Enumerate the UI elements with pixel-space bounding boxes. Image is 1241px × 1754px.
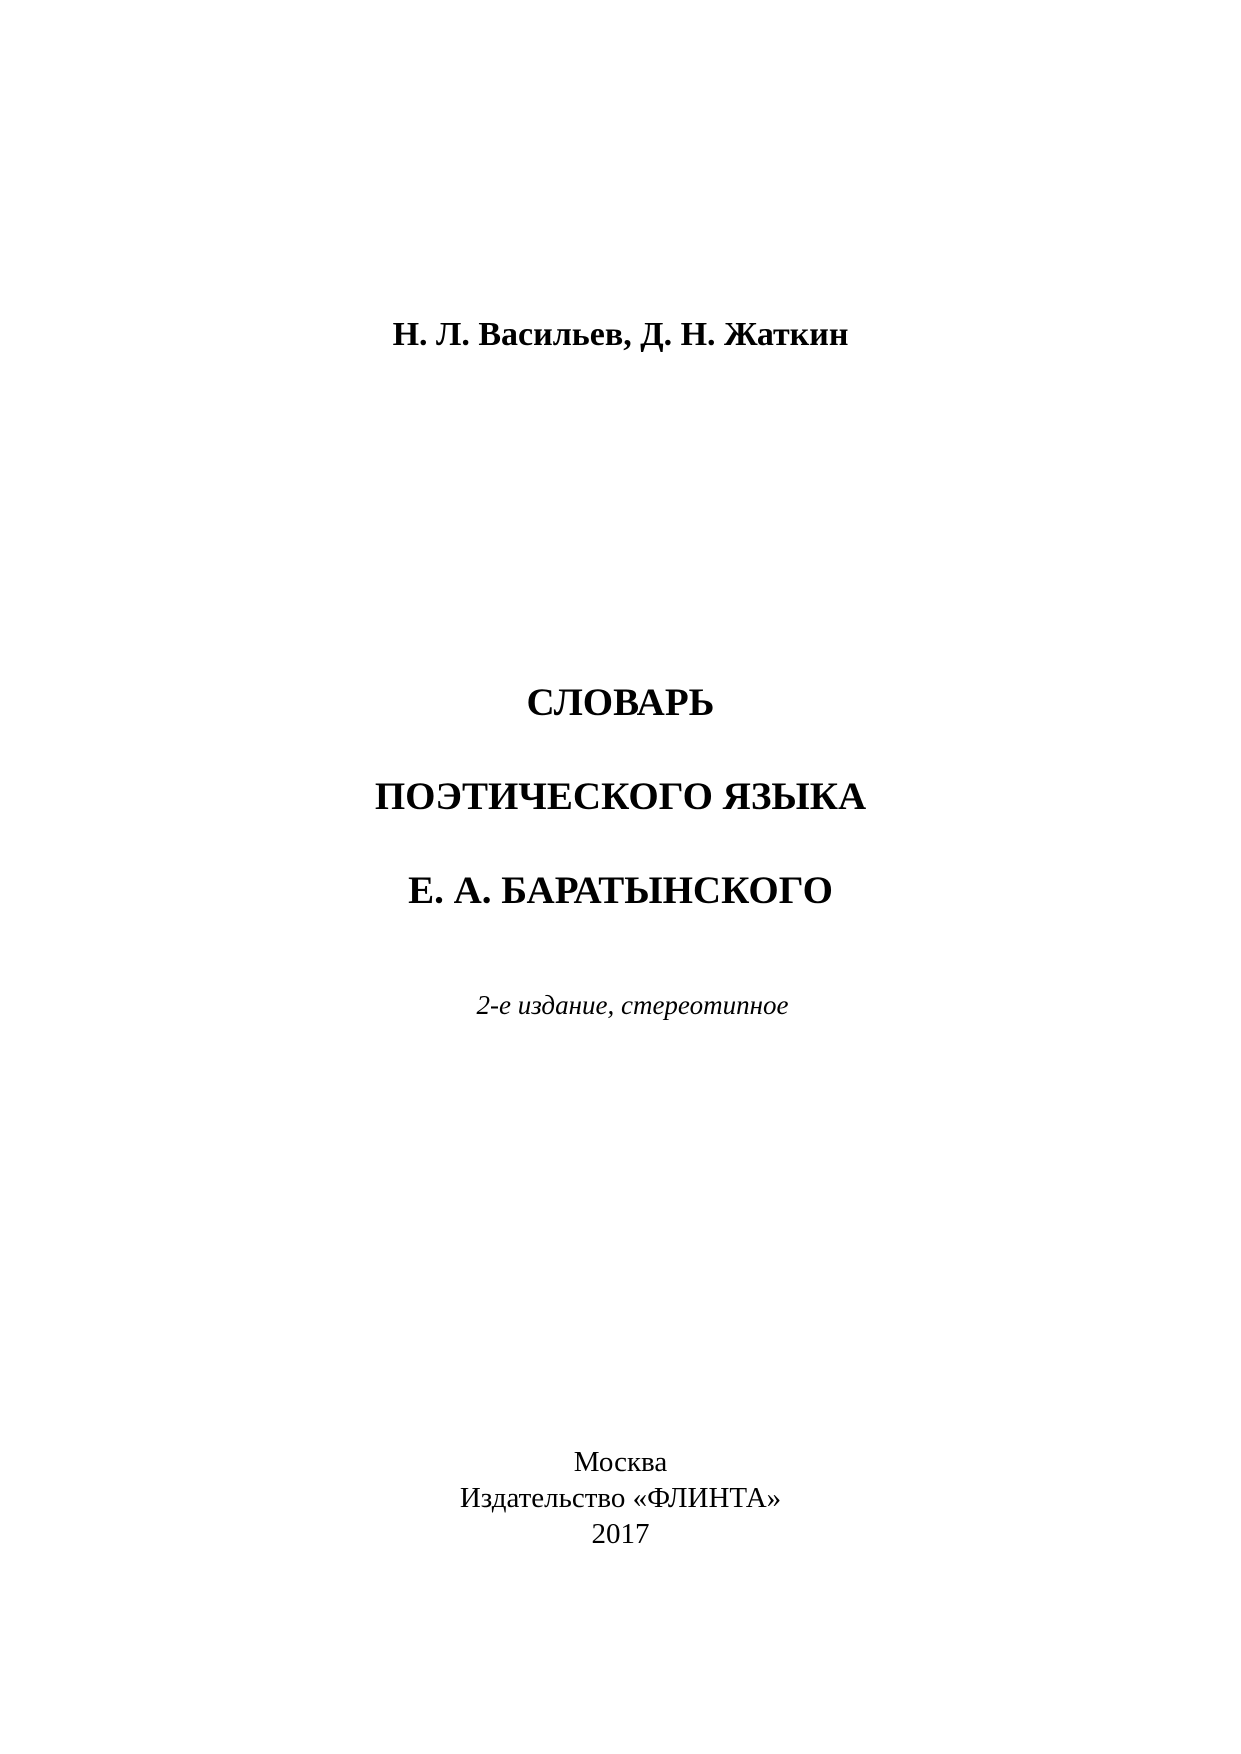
imprint-year: 2017 xyxy=(591,1518,650,1550)
edition-note: 2-е издание, стереотипное xyxy=(476,990,789,1020)
imprint xyxy=(0,1444,1241,1552)
imprint-city: Москва xyxy=(573,1446,668,1478)
book-title-line-2: ПОЭТИЧЕСКОГО ЯЗЫКА xyxy=(374,775,867,818)
imprint-publisher: Издательство «ФЛИНТА» xyxy=(459,1482,782,1514)
authors: Н. Л. Васильев, Д. Н. Жаткин xyxy=(392,316,849,353)
book-title-line-1: СЛОВАРЬ xyxy=(526,681,715,724)
book-title-line-3: Е. А. БАРАТЫНСКОГО xyxy=(408,869,833,912)
